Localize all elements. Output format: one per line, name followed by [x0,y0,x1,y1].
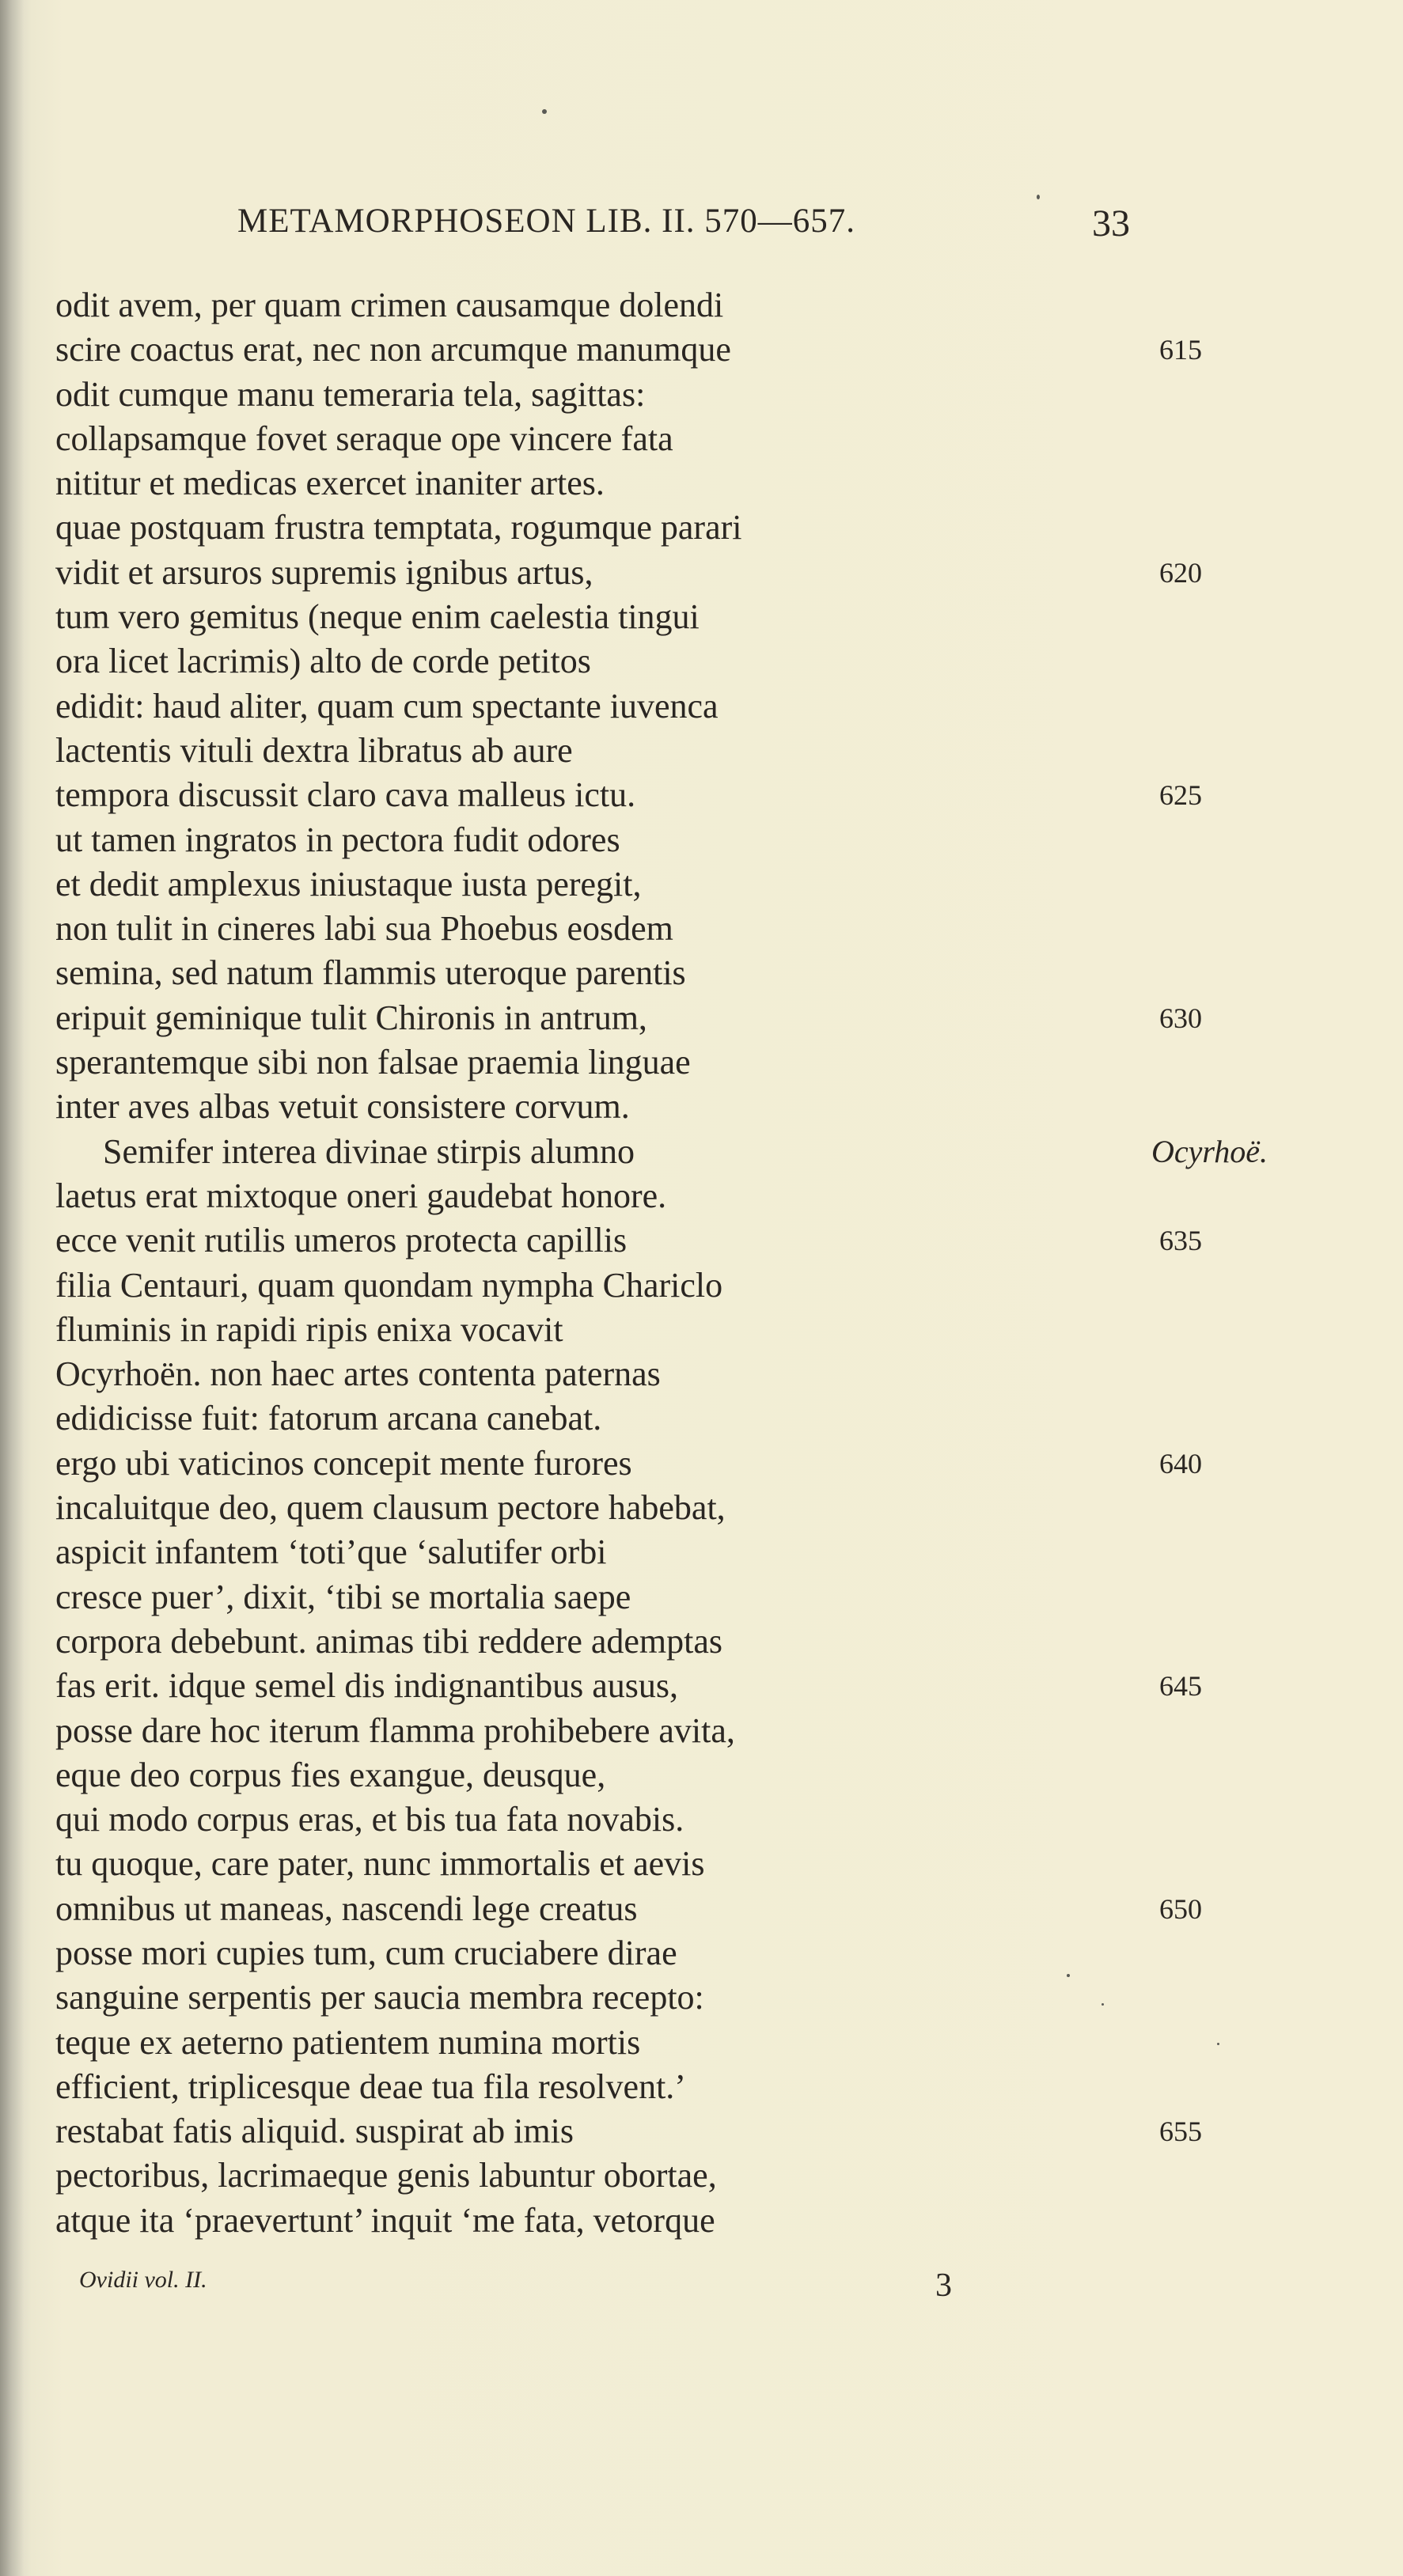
verse-line [55,2109,1353,2154]
verse-line [55,2199,1353,2243]
verse-text: eque deo corpus fies exangue, deusque, [55,1755,606,1794]
verse-line [55,2065,1353,2109]
verse-line [55,951,1353,995]
verse-text: posse mori cupies tum, cum cruciabere dirae [55,1933,677,1972]
verse-line [55,1263,1353,1308]
verse-line [55,328,1353,372]
verse-text: scire coactus erat, nec non arcumque manumque [55,330,731,369]
verse-text: tum vero gemitus (neque enim caelestia tingui [55,597,700,637]
verse-text: sanguine serpentis per saucia membra recepto: [55,1978,704,2017]
verse-line [55,1931,1353,1976]
verse-text: lactentis vituli dextra libratus ab aure [55,730,573,770]
verse-text: et dedit amplexus iniustaque iusta peregit, [55,864,642,903]
verse-text: vidit et arsuros supremis ignibus artus, [55,552,593,592]
verse-line [55,1753,1353,1798]
verse-text: sperantemque sibi non falsae praemia linguae [55,1043,691,1082]
verse-text: ergo ubi vaticinos concepit mente furores [55,1443,632,1483]
verse-line [55,1976,1353,2020]
verse-text: eripuit geminique tulit Chironis in antrum, [55,998,647,1037]
verse-line [55,1575,1353,1619]
verse-line [55,1619,1353,1664]
signature-label: Ovidii vol. II. [79,2267,207,2293]
line-number: 620 [1159,556,1202,589]
line-number: 655 [1159,2116,1202,2148]
verse-text: laetus erat mixtoque oneri gaudebat honore. [55,1176,667,1215]
verse-line [55,2154,1353,2198]
signature-number: 3 [935,2267,952,2304]
verse-line [55,595,1353,639]
verse-text: incaluitque deo, quem clausum pectore habebat, [55,1488,726,1528]
verse-text: filia Centauri, quam quondam nympha Chariclo [55,1265,723,1305]
verse-line [55,996,1353,1040]
verse-line [55,1798,1353,1842]
verse-line [55,773,1353,817]
verse-line [55,417,1353,461]
line-number: 645 [1159,1670,1202,1703]
verse-text: atque ita ‘praevertunt’ inquit ‘me fata, vetorque [55,2200,715,2240]
verse-line [55,1709,1353,1753]
verse-line [55,1842,1353,1886]
verse-line [55,1085,1353,1129]
marginal-note: Ocyrhoë. [1151,1133,1268,1169]
verse-text: collapsamque fovet seraque ope vincere fata [55,419,673,458]
verse-text: Semifer interea divinae stirpis alumno [103,1131,635,1171]
verse-line [55,373,1353,417]
verse-text: nititur et medicas exercet inaniter artes. [55,464,605,503]
verse-line [55,729,1353,773]
line-number: 650 [1159,1892,1202,1925]
verse-text: inter aves albas vetuit consistere corvum. [55,1087,630,1127]
verse-text: tempora discussit claro cava malleus ictu. [55,775,636,815]
verse-line [55,862,1353,907]
verse-line [55,684,1353,729]
verse-text: fas erit. idque semel dis indignantibus ausus, [55,1666,678,1706]
line-number: 615 [1159,334,1202,366]
verse-text: posse dare hoc iterum flamma prohibebere avita, [55,1710,735,1750]
verse-line [55,506,1353,550]
verse-line [55,283,1353,328]
verse-line [55,1040,1353,1085]
verse-text: teque ex aeterno patientem numina mortis [55,2022,641,2062]
page-footer [0,2267,1403,2314]
verse-line [55,1174,1353,1218]
verse-line [55,2021,1353,2065]
verse-text: restabat fatis aliquid. suspirat ab imis [55,2112,574,2151]
ink-speck [1037,195,1040,199]
page-number: 33 [1092,203,1130,244]
page-header [0,202,1403,257]
verse-line [55,1887,1353,1931]
verse-line [55,1352,1353,1396]
verse-text: non tulit in cineres labi sua Phoebus eosdem [55,909,673,949]
verse-text: omnibus ut maneas, nascendi lege creatus [55,1888,638,1928]
verse-text: ora licet lacrimis) alto de corde petitos [55,642,591,681]
verse-line [55,818,1353,862]
verse-text: ecce venit rutilis umeros protecta capillis [55,1221,628,1260]
verse-text: odit cumque manu temeraria tela, sagittas: [55,374,646,414]
verse-text: efficient, triplicesque deae tua fila resolvent.’ [55,2066,686,2106]
verse-line [55,907,1353,951]
verse-text: aspicit infantem ‘toti’que ‘salutifer orbi [55,1532,607,1572]
ink-speck [542,109,547,114]
verse-line [55,551,1353,595]
verse-text: edidicisse fuit: fatorum arcana canebat. [55,1399,602,1438]
line-number: 640 [1159,1447,1202,1479]
verse-text: tu quoque, care pater, nunc immortalis et aevis [55,1844,705,1884]
verse-text: cresce puer’, dixit, ‘tibi se mortalia saepe [55,1577,631,1616]
verse-line [55,1441,1353,1486]
verse-text: Ocyrhoën. non haec artes contenta paternas [55,1354,661,1394]
verse-line [55,1218,1353,1263]
verse-block [55,283,1353,2243]
verse-text: quae postquam frustra temptata, rogumque parari [55,508,742,547]
verse-line [55,1130,1353,1174]
verse-line [55,461,1353,506]
running-title: METAMORPHOSEON LIB. II. 570—657. [237,203,856,240]
verse-text: corpora debebunt. animas tibi reddere ademptas [55,1621,723,1661]
verse-text: edidit: haud aliter, quam cum spectante iuvenca [55,686,719,725]
verse-line [55,1664,1353,1708]
line-number: 625 [1159,779,1202,812]
verse-text: fluminis in rapidi ripis enixa vocavit [55,1309,563,1349]
verse-text: pectoribus, lacrimaeque genis labuntur obortae, [55,2156,717,2195]
verse-line [55,1396,1353,1441]
binding-shadow [0,0,24,2576]
verse-line [55,639,1353,684]
verse-text: ut tamen ingratos in pectora fudit odores [55,820,620,859]
verse-text: odit avem, per quam crimen causamque dolendi [55,286,724,324]
verse-line [55,1530,1353,1574]
line-number: 630 [1159,1002,1202,1034]
verse-text: qui modo corpus eras, et bis tua fata novabis. [55,1800,684,1839]
verse-text: semina, sed natum flammis uteroque parentis [55,953,686,993]
verse-line [55,1486,1353,1530]
verse-line [55,1308,1353,1352]
line-number: 635 [1159,1225,1202,1257]
